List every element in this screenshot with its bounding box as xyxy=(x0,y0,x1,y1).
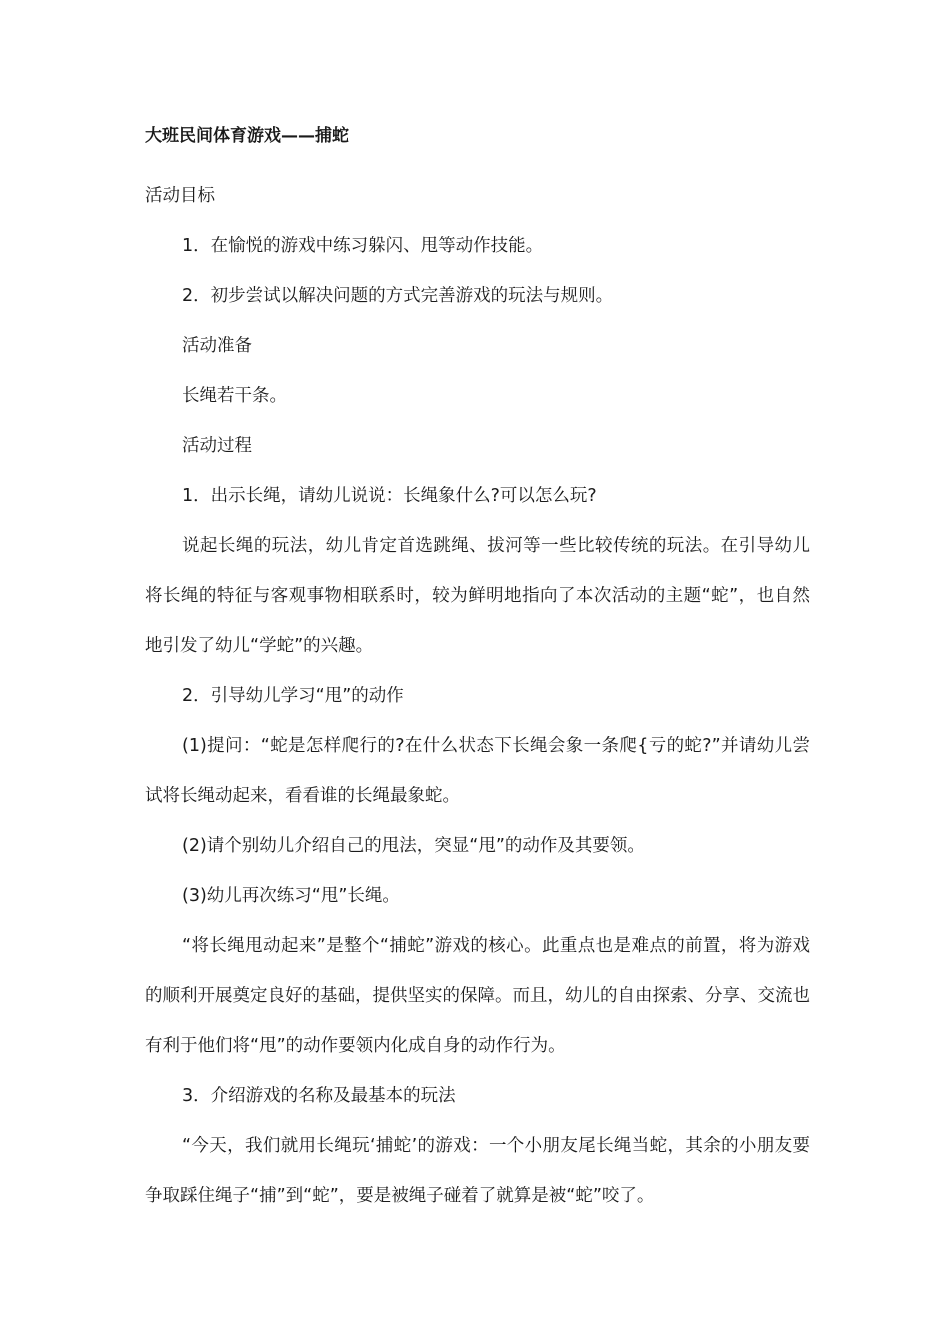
goal-item-2: 2．初步尝试以解决问题的方式完善游戏的玩法与规则。 xyxy=(182,286,614,306)
paragraph-step-2-question: (1)提问：“蛇是怎样爬行的?在什么状态下长绳会象一条爬{亏的蛇?”并请幼儿尝试将长绳动起来，看看谁的长绳最象蛇。 xyxy=(145,736,810,806)
goal-item-1: 1．在愉悦的游戏中练习躲闪、甩等动作技能。 xyxy=(182,236,544,256)
process-step-2: 2．引导幼儿学习“甩”的动作 xyxy=(182,686,404,706)
process-step-1: 1．出示长绳，请幼儿说说：长绳象什么?可以怎么玩? xyxy=(182,486,597,506)
paragraph-step-1-notes: 说起长绳的玩法，幼儿肯定首选跳绳、拔河等一些比较传统的玩法。在引导幼儿将长绳的特征与客观事物相联系时，较为鲜明地指向了本次活动的主题“蛇”，也自然地引发了幼儿“学蛇”的兴趣。 xyxy=(145,536,810,656)
step-2-substep-2: (2)请个别幼儿介绍自己的甩法，突显“甩”的动作及其要领。 xyxy=(182,836,645,856)
document-body xyxy=(145,121,810,1221)
heading-activity-prep: 活动准备 xyxy=(182,336,252,356)
prep-text: 长绳若干条。 xyxy=(182,386,287,406)
heading-activity-process: 活动过程 xyxy=(182,436,252,456)
process-step-3: 3．介绍游戏的名称及最基本的玩法 xyxy=(182,1086,456,1106)
heading-activity-goal: 活动目标 xyxy=(145,186,215,206)
step-2-substep-3: (3)幼儿再次练习“甩”长绳。 xyxy=(182,886,400,906)
paragraph-step-2-notes: “将长绳甩动起来”是整个“捕蛇”游戏的核心。此重点也是难点的前置，将为游戏的顺利开展奠定良好的基础，提供坚实的保障。而且，幼儿的自由探索、分享、交流也有利于他们将“甩”的动作要领内化成自身的动作行为。 xyxy=(145,936,810,1056)
paragraph-game-intro: “今天，我们就用长绳玩‘捕蛇’的游戏：一个小朋友尾长绳当蛇，其余的小朋友要争取踩住绳子“捕”到“蛇”，要是被绳子碰着了就算是被“蛇”咬了。 xyxy=(145,1136,810,1206)
document-title: 大班民间体育游戏——捕蛇 xyxy=(145,126,349,146)
